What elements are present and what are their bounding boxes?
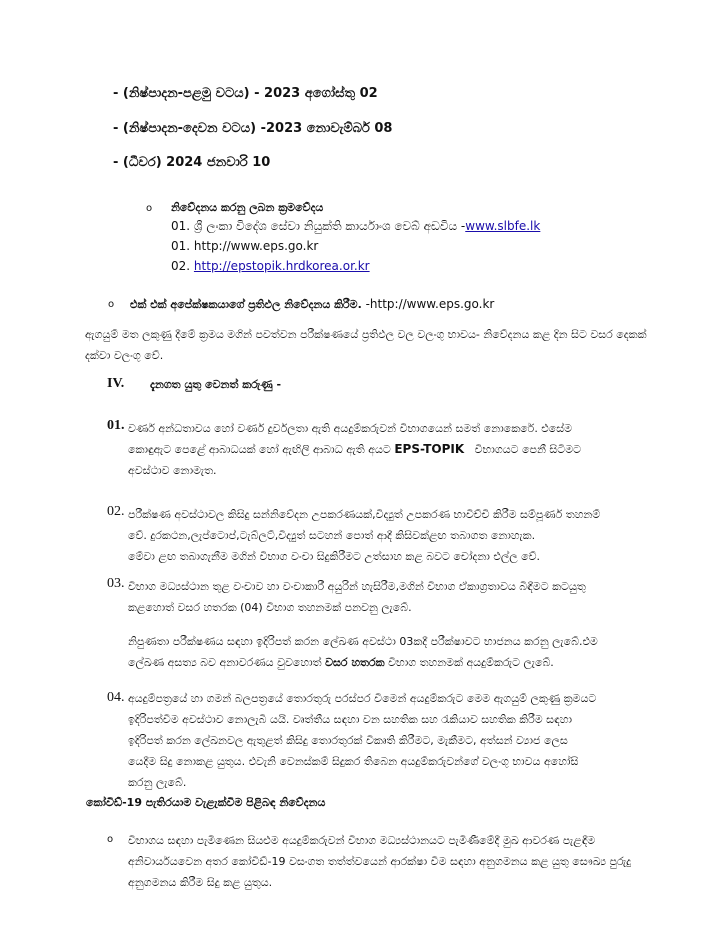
eps-topik-highlight: EPS-TOPIK [394,442,465,456]
announce-item-1 [171,219,540,234]
covid-heading: කෝවිඩ්-19 පැතිරයාම වැළැක්වීම පිළිබඳ නිවේදනය [86,796,326,809]
text-line: කළහොත් වසර හතරක (04) විභාග තහනමක් පනවනු ලැබේ. [128,601,412,614]
announce-item-num: 02. [171,259,191,273]
covid-text [128,830,664,893]
point-1-text [128,418,664,481]
text-line: කරනු ලැබේ. [128,776,187,789]
point-number: 02. [107,504,125,519]
individual-heading: එක් එක් අපේක්ෂකයාගේ ප්‍රතිඵල නිවේදනය කිරීම. [130,298,362,311]
text-line: වේ. දුරකථන,ලැප්ටොප්,ටැබ්ලට්,විද්‍යුත් සටහන් පොත් ආදී කිසිවක්ළඟ තබාගත නොහැක. [128,529,536,542]
text-line [128,652,668,673]
validity-paragraph: ඇගයුම් මත ලකුණු දීමේ ක්‍රමය මගින් පවත්වන පරීක්ෂණයේ ප්‍රතිඵල වල වලංගු භාවය- නිවේදනය කළ දින සිට වසර දෙකක් දක්වා වලංගු වේ. [85,328,647,362]
individual-results-line [130,297,494,312]
text-line: මේවා ළඟ තබාගැනීම මගින් විභාග වංචා සිදුකිරීමට උත්සාහ කළ බවට චෝදනා එල්ල වේ. [128,550,540,563]
point-3-text [128,576,668,618]
text-line: අවස්ථාව නොමැත. [128,464,217,477]
epstopik-link[interactable]: http://epstopik.hrdkorea.or.kr [193,259,370,273]
text-line: අනුගමනය කිරීම සිදු කළ යුතුය. [128,876,273,889]
point-number: 01. [107,418,125,433]
point-2-text [128,504,668,567]
text-line: අයදුම්පත්‍රයේ හා ගමන් බලපත්‍රයේ තොරතුරු පරස්පර වීමෙන් අයදුම්කරුට මෙම ඇගයුම් ලකුණු ක්‍රමයට [128,692,597,705]
four-years-highlight: වසර හතරක [325,656,385,669]
slbfe-link[interactable]: www.slbfe.lk [465,219,541,233]
text-fragment: ලේඛණ අසත්‍ය බව අනාවරණය වුවහොත් [128,656,322,669]
text-line [128,439,664,460]
eps-url-text: http://www.eps.go.kr [193,239,319,253]
point-3-subtext [128,631,668,673]
announce-item-2 [171,239,318,253]
date-line-3: - (ධීවර) 2024 ජනවාරි 10 [113,155,271,170]
text-fragment: විභාගයට පෙනී සිටීමට [474,443,582,456]
announce-item-num: 01. [171,239,191,253]
text-line: විභාග මධ්‍යස්ථාන තුළ වංචාව හා වංචාකාරී අයුරින් හැසිරීම,මගින් විභාග ඒකාග්‍රතාවය බිඳීමට කටයුතු [128,580,586,593]
announce-bullet: o [146,203,153,214]
text-fragment: කොඳුඇට පෙළේ ආබාධයක් හෝ ඇඟිලි ආබාධ ඇති අයට [128,443,391,456]
text-line: නිපුණතා පරීක්ෂණය සඳහා ඉදිරිපත් කරන ලේඛණ අවස්ථා 03කදී පරීක්ෂාවට භාජනය කරනු ලැබේ.එම [128,635,598,648]
date-line-2: - (නිෂ්පාදන-දෙවන වටය) -2023 නොවැම්බර් 08 [113,121,393,136]
text-line: පරීක්ෂණ අවස්ථාවල කිසිදු සන්නිවේදන උපකරණයක්,විද්‍යුත් උපකරණ භාවිච්චි කිරීම සම්පූර්ණ තහනම් [128,508,601,521]
text-line: වර්ණ අන්ධතාවය හෝ වර්ණ දුර්වලතා ඇති අයදුම්කරුවන් විභාගයෙන් සමත් නොකෙරේ. එසේම [128,422,573,435]
point-4-text [128,688,664,793]
date-line-1: - (නිෂ්පාදන-පළමු වටය) - 2023 අගෝස්තු 02 [113,86,378,101]
text-line: ඉදිරිපත් කරන ලේඛනවල ඇතුළත් කිසිදු තොරතුරක් විකෘති කිරීමට, මැකීමට, අත්සන් ව්‍යාජ ලෙස [128,734,568,747]
point-number: 03. [107,576,125,591]
text-line: යෙදීම සිදු නොකළ යුතුය. එවැනි වෙනස්කම් සිදුකර තිබෙන අයදුම්කරුවන්ගේ වලංගු භාවය අහෝසි [128,755,579,768]
covid-bullet: o [107,834,114,845]
section-number: IV. [107,376,125,391]
announce-item-text: ශ්‍රී ලංකා විදේශ සේවා නියුක්ති කාර්යාංශ වෙබ් අඩවිය - [193,219,466,233]
individual-bullet: o [108,299,115,310]
text-line: අනිවාර්යයවෙන අතර කෝවිඩ්-19 වසංගත තත්ත්වයෙන් ආරක්ෂා වීම සඳහා අනුගමනය කළ යුතු සෞඛ්‍ය පුරුදු [128,855,632,868]
announce-item-num: 01. [171,219,191,233]
text-fragment: විභාග තහනමක් අයදුම්කරුට ලැබේ. [388,656,554,669]
section-title: දැනගත යුතු වෙනත් කරුණු - [150,378,282,391]
announce-item-3 [171,259,370,273]
text-line: ඉදිරිපත්වීම අවස්ථාව නොලැබී යයි. වෘත්තීය සඳහා වන සහතික සහ රැකියාව සහතික කිරීම සඳහා [128,713,572,726]
point-number: 04. [107,690,125,705]
announce-heading: නිවේදනය කරනු ලබන ක්‍රමවේදය [171,201,324,214]
individual-url: -http://www.eps.go.kr [361,297,495,311]
text-line: විභාගය සඳහා පැමිණෙන සියළුම අයදුම්කරුවන් විභාග මධ්‍යස්ථානයට පැමිණීමේදී මුඛ ආවරණ පැළඳීම [128,834,596,847]
